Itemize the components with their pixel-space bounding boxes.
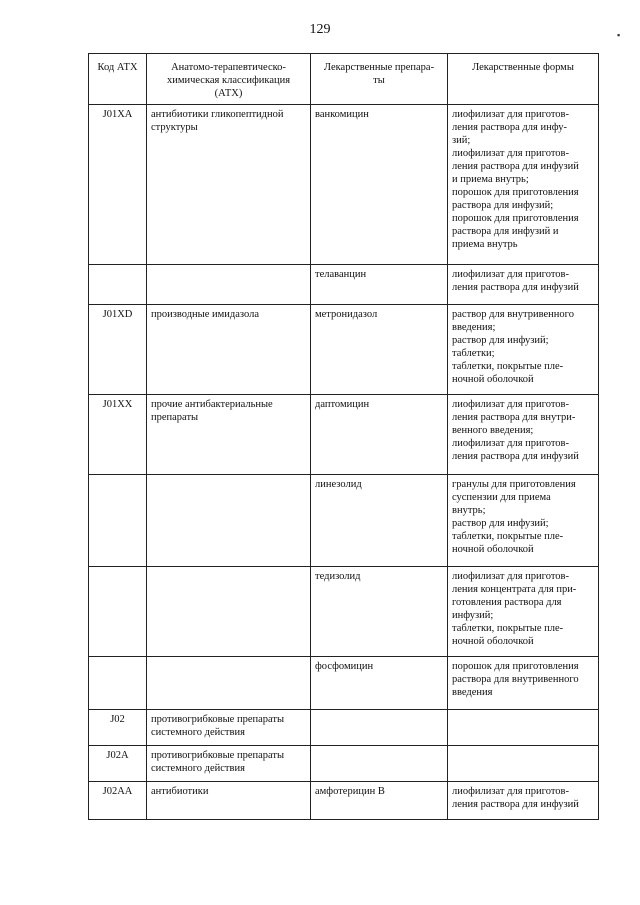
cell-classification: прочие антибактериальные препараты [147,395,311,475]
cell-classification: противогрибковые препараты системного действия [147,746,311,782]
cell-drug [311,710,448,746]
cell-forms: лиофилизат для приготов- ления раствора для внутри- венного введения; лиофилизат для приготов- ления раствора для инфузий [448,395,599,475]
cell-drug: метронидазол [311,305,448,395]
cell-drug: ванкомицин [311,105,448,265]
page-number: 129 [309,22,331,37]
atx-table [88,53,599,820]
cell-code [89,567,147,657]
cell-classification: антибиотики [147,782,311,820]
cell-classification: производные имидазола [147,305,311,395]
cell-classification: антибиотики гликопептидной структуры [147,105,311,265]
scan-mark: ▪ [617,30,621,40]
cell-drug: телаванцин [311,265,448,305]
table-row [89,782,599,820]
table-row [89,710,599,746]
cell-classification [147,265,311,305]
cell-drug: амфотерицин B [311,782,448,820]
cell-forms [448,746,599,782]
cell-forms: лиофилизат для приготов- ления раствора для инфузий [448,782,599,820]
cell-code: J02 [89,710,147,746]
table-row [89,305,599,395]
table-row [89,567,599,657]
header-drugs: Лекарственные препара- ты [311,54,448,105]
table-row [89,395,599,475]
cell-forms: лиофилизат для приготов- ления раствора для инфузий [448,265,599,305]
cell-forms [448,710,599,746]
table-header-row [89,54,599,105]
cell-code: J02AA [89,782,147,820]
cell-code: J01XA [89,105,147,265]
cell-forms: лиофилизат для приготов- ления концентрата для при- готовления раствора для инфузий; таблетки, покрытые пле- ночной оболочкой [448,567,599,657]
cell-drug [311,746,448,782]
cell-drug: фосфомицин [311,657,448,710]
table-row [89,475,599,567]
cell-forms: раствор для внутривенного введения; раствор для инфузий; таблетки; таблетки, покрытые пле- ночной оболочкой [448,305,599,395]
cell-code [89,265,147,305]
cell-code [89,657,147,710]
cell-drug: линезолид [311,475,448,567]
cell-classification: противогрибковые препараты системного действия [147,710,311,746]
cell-code [89,475,147,567]
table-row [89,105,599,265]
cell-forms: лиофилизат для приготов- ления раствора для инфу- зий; лиофилизат для приготов- ления раствора для инфузий и приема внутрь; порошок для приготовления раствора для инфузий; порошок для приготовления раствора для инфузий и приема внутрь [448,105,599,265]
cell-classification [147,567,311,657]
cell-forms: порошок для приготовления раствора для внутривенного введения [448,657,599,710]
cell-classification [147,657,311,710]
cell-code: J01XX [89,395,147,475]
cell-forms: гранулы для приготовления суспензии для приема внутрь; раствор для инфузий; таблетки, покрытые пле- ночной оболочкой [448,475,599,567]
cell-drug: тедизолид [311,567,448,657]
table-row [89,657,599,710]
cell-code: J02A [89,746,147,782]
cell-code: J01XD [89,305,147,395]
cell-classification [147,475,311,567]
table-row [89,746,599,782]
table-row [89,265,599,305]
header-code: Код АТХ [89,54,147,105]
cell-drug: даптомицин [311,395,448,475]
header-forms: Лекарственные формы [448,54,599,105]
header-classification: Анатомо-терапевтическо- химическая классификация (АТХ) [147,54,311,105]
